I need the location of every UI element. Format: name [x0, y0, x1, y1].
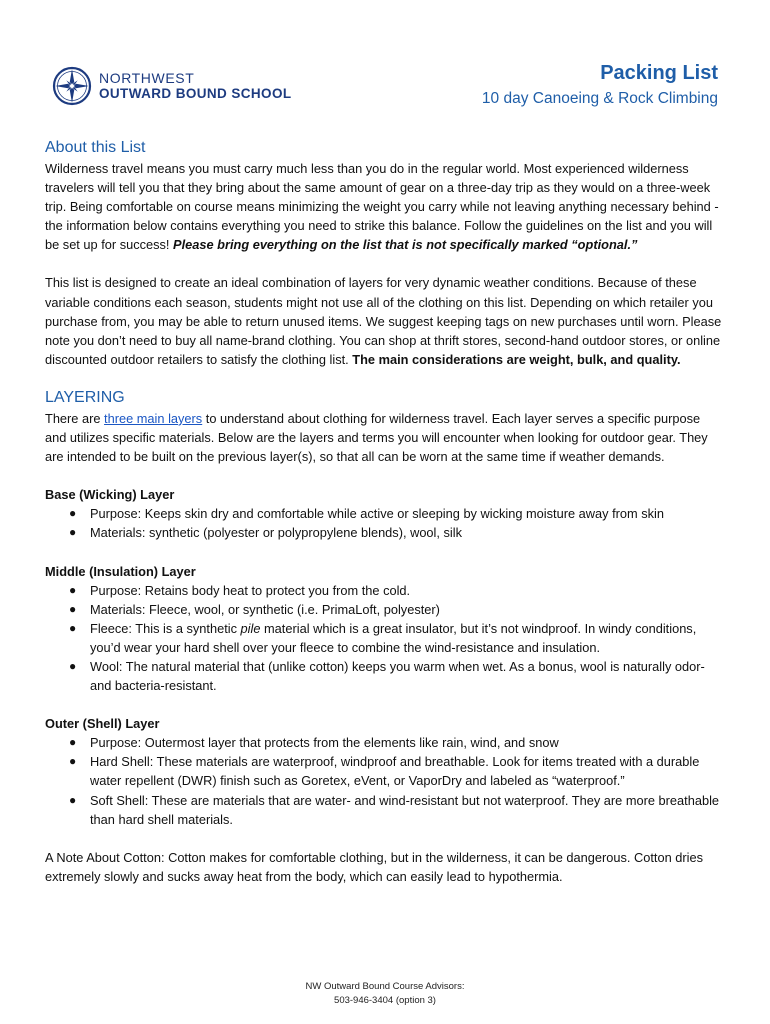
- list-item-text: Purpose: Retains body heat to protect you from the cold.: [90, 582, 411, 598]
- bullet-dot-icon: ●: [69, 620, 77, 635]
- compass-rose-icon: [52, 66, 92, 106]
- list-item-text: Materials: synthetic (polyester or polypropylene blends), wool, silk: [90, 525, 462, 541]
- bullet-dot-icon: ●: [69, 735, 77, 750]
- list-item-text: Purpose: Outermost layer that protects from the elements like rain, wind, and snow: [90, 735, 559, 751]
- layering-heading: LAYERING: [45, 388, 125, 406]
- list-item-text: material which is a great insulator, but it’s not windproof. In windy conditions, you’d wear your hard shell over your fleece to combine the wind-resistance and insulation.: [90, 620, 697, 655]
- three-main-layers-link[interactable]: three main layers: [104, 410, 203, 426]
- document-body: [45, 138, 725, 886]
- page-subtitle: 10 day Canoeing & Rock Climbing: [481, 90, 718, 107]
- base-layer-title: Base (Wicking) Layer: [45, 487, 175, 503]
- list-item: [69, 791, 725, 829]
- list-item: [69, 581, 725, 600]
- list-item: [69, 619, 725, 657]
- list-item-text: Materials: Fleece, wool, or synthetic (i.e. PrimaLoft, polyester): [90, 601, 440, 617]
- cotton-note: A Note About Cotton: Cotton makes for comfortable clothing, but in the wilderness, it can be dangerous. Cotton dries extremely slowly and sucks away heat from the body, which can easily lead to hypothermia.: [45, 849, 703, 884]
- bullet-dot-icon: ●: [69, 658, 77, 673]
- base-layer-list: [45, 504, 725, 542]
- list-item-text: Hard Shell: These materials are waterproof, windproof and breathable. Look for items treated with a durable water repellent (DWR) finish such as Goretex, eVent, or VaporDry and labeled as “waterproof.”: [90, 754, 700, 789]
- logo-line-school: OUTWARD BOUND SCHOOL: [99, 86, 292, 101]
- list-item: [69, 657, 725, 695]
- logo-line-northwest: NORTHWEST: [99, 70, 195, 86]
- list-item: [69, 733, 725, 752]
- about-paragraph-2: [45, 273, 725, 368]
- pile-emphasis: pile: [240, 620, 261, 636]
- about-p1-text: Wilderness travel means you must carry much less than you do in the regular world. Most experienced wilderness travelers will tell you that they bring about the same amount of gear on a three-day trip as they would on a three-week trip. Being comfortable on course means minimizing the weight you carry while not leaving anything necessary behind - the information below contains everything you need to strike this balance. Follow the guidelines on the list and you will be set up for success!: [45, 161, 719, 253]
- list-item-text: Wool: The natural material that (unlike cotton) keeps you warm when wet. As a bonus, wool is naturally odor- and bacteria-resistant.: [90, 658, 705, 694]
- bullet-dot-icon: ●: [69, 601, 77, 616]
- bullet-dot-icon: ●: [69, 792, 77, 807]
- footer: [0, 980, 770, 1008]
- footer-line-2: 503-946-3404 (option 3): [334, 995, 436, 1006]
- outer-layer-list: [45, 733, 725, 828]
- about-heading: About this List: [45, 139, 146, 156]
- bullet-dot-icon: ●: [69, 582, 77, 597]
- list-item-text: Purpose: Keeps skin dry and comfortable while active or sleeping by wicking moisture away from skin: [90, 506, 664, 522]
- bullet-dot-icon: ●: [69, 506, 77, 521]
- list-item-text: Fleece: This is a synthetic: [90, 620, 241, 636]
- page-title: Packing List: [600, 62, 718, 84]
- list-item: [69, 523, 725, 542]
- list-item: [69, 600, 725, 619]
- middle-layer-title: Middle (Insulation) Layer: [45, 563, 196, 579]
- list-item: [69, 752, 725, 790]
- outer-layer-title: Outer (Shell) Layer: [45, 716, 160, 732]
- bullet-dot-icon: ●: [69, 525, 77, 540]
- list-item: [69, 504, 725, 523]
- bullet-dot-icon: ●: [69, 754, 77, 769]
- middle-layer-list: [45, 581, 725, 696]
- footer-line-1: NW Outward Bound Course Advisors:: [305, 981, 465, 992]
- list-item-text: Soft Shell: These are materials that are water- and wind-resistant but not waterproof. They are more breathable than hard shell materials.: [90, 792, 720, 827]
- about-p2-emphasis: The main considerations are weight, bulk, and quality.: [352, 351, 681, 367]
- layering-intro-before: There are: [45, 410, 105, 426]
- layering-intro: [45, 409, 725, 466]
- outward-bound-logo: [52, 66, 362, 108]
- layering-intro-after: to understand about clothing for wilderness travel. Each layer serves a specific purpose and utilizes specific materials. Below are the layers and terms you will encounter when looking for outdoor gear. They are intended to be built on the previous layer(s), so that all can be worn at the same time if weather demands.: [45, 410, 708, 465]
- about-paragraph-1: [45, 159, 725, 254]
- about-p1-emphasis: Please bring everything on the list that is not specifically marked “optional.”: [173, 237, 638, 253]
- about-p2-text: This list is designed to create an ideal combination of layers for very dynamic weather conditions. Because of these variable conditions each season, students might not use all of the clothing on this list. Depending on which retailer you purchase from, you may be able to return unused items. We suggest keeping tags on new purchases until worn. Please note you don’t need to buy all name-brand clothing. You can shop at thrift stores, second-hand outdoor stores, or online discounted outdoor retailers to satisfy the clothing list.: [45, 275, 722, 367]
